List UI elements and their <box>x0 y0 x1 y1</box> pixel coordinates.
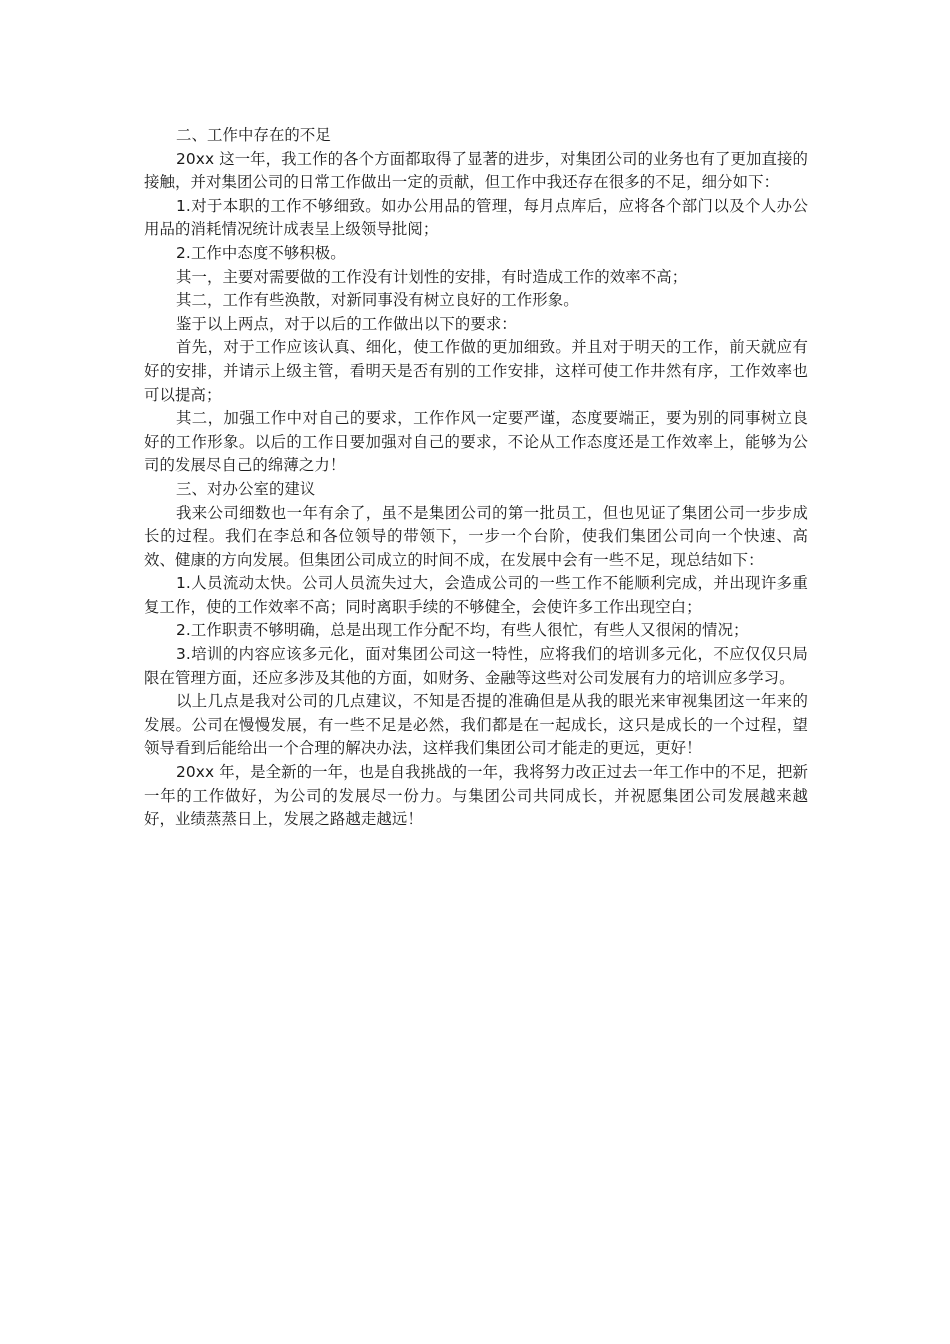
list-item: 1.对于本职的工作不够细致。如办公用品的管理，每月点库后，应将各个部门以及个人办公用品的消耗情况统计成表呈上级领导批阅； <box>144 196 808 239</box>
paragraph: 20xx 年，是全新的一年，也是自我挑战的一年，我将努力改正过去一年工作中的不足，把新一年的工作做好，为公司的发展尽一份力。与集团公司共同成长，并祝愿集团公司发展越来越好，业绩蒸蒸日上，发展之路越走越远！ <box>144 763 808 829</box>
paragraph: 鉴于以上两点，对于以后的工作做出以下的要求： <box>176 314 517 333</box>
list-item: 1.人员流动太快。公司人员流失过大，会造成公司的一些工作不能顺利完成，并出现许多重复工作，使的工作效率不高；同时离职手续的不够健全，会使许多工作出现空白； <box>144 574 808 616</box>
paragraph: 其二，加强工作中对自己的要求，工作作风一定要严谨，态度要端正，要为别的同事树立良好的工作形象。以后的工作日要加强对自己的要求，不论从工作态度还是工作效率上，能够为公司的发展尽自己的绵薄之力！ <box>144 409 808 475</box>
paragraph: 我来公司细数也一年有余了，虽不是集团公司的第一批员工，但也见证了集团公司一步步成长的过程。我们在李总和各位领导的带领下，一步一个台阶，使我们集团公司向一个快速、高效、健康的方向发展。但集团公司成立的时间不成，在发展中会有一些不足，现总结如下： <box>144 503 808 569</box>
paragraph: 首先，对于工作应该认真、细化，使工作做的更加细致。并且对于明天的工作，前天就应有好的安排，并请示上级主管，看明天是否有别的工作安排，这样可使工作井然有序，工作效率也可以提高； <box>144 338 808 404</box>
section-heading-suggestions: 三、对办公室的建议 <box>176 479 316 498</box>
paragraph: 20xx 这一年，我工作的各个方面都取得了显著的进步，对集团公司的业务也有了更加直接的接触，并对集团公司的日常工作做出一定的贡献，但工作中我还存在很多的不足，细分如下： <box>144 149 808 192</box>
paragraph: 以上几点是我对公司的几点建议，不知是否提的准确但是从我的眼光来审视集团这一年来的发展。公司在慢慢发展，有一些不足是必然，我们都是在一起成长，这只是成长的一个过程，望领导看到后能给出一个合理的解决办法，这样我们集团公司才能走的更远，更好！ <box>144 692 808 758</box>
document-body <box>144 124 808 832</box>
section-heading-shortcomings: 二、工作中存在的不足 <box>176 126 331 144</box>
list-item: 2.工作中态度不够积极。 <box>176 243 346 262</box>
paragraph: 其一，主要对需要做的工作没有计划性的安排，有时造成工作的效率不高； <box>176 267 688 286</box>
list-item: 3.培训的内容应该多元化，面对集团公司这一特性，应将我们的培训多元化，不应仅仅只局限在管理方面，还应多涉及其他的方面，如财务、金融等这些对公司发展有力的培训应多学习。 <box>144 645 808 687</box>
list-item: 2.工作职责不够明确，总是出现工作分配不均，有些人很忙，有些人又很闲的情况； <box>176 621 749 640</box>
paragraph: 其二，工作有些涣散，对新同事没有树立良好的工作形象。 <box>176 291 579 310</box>
